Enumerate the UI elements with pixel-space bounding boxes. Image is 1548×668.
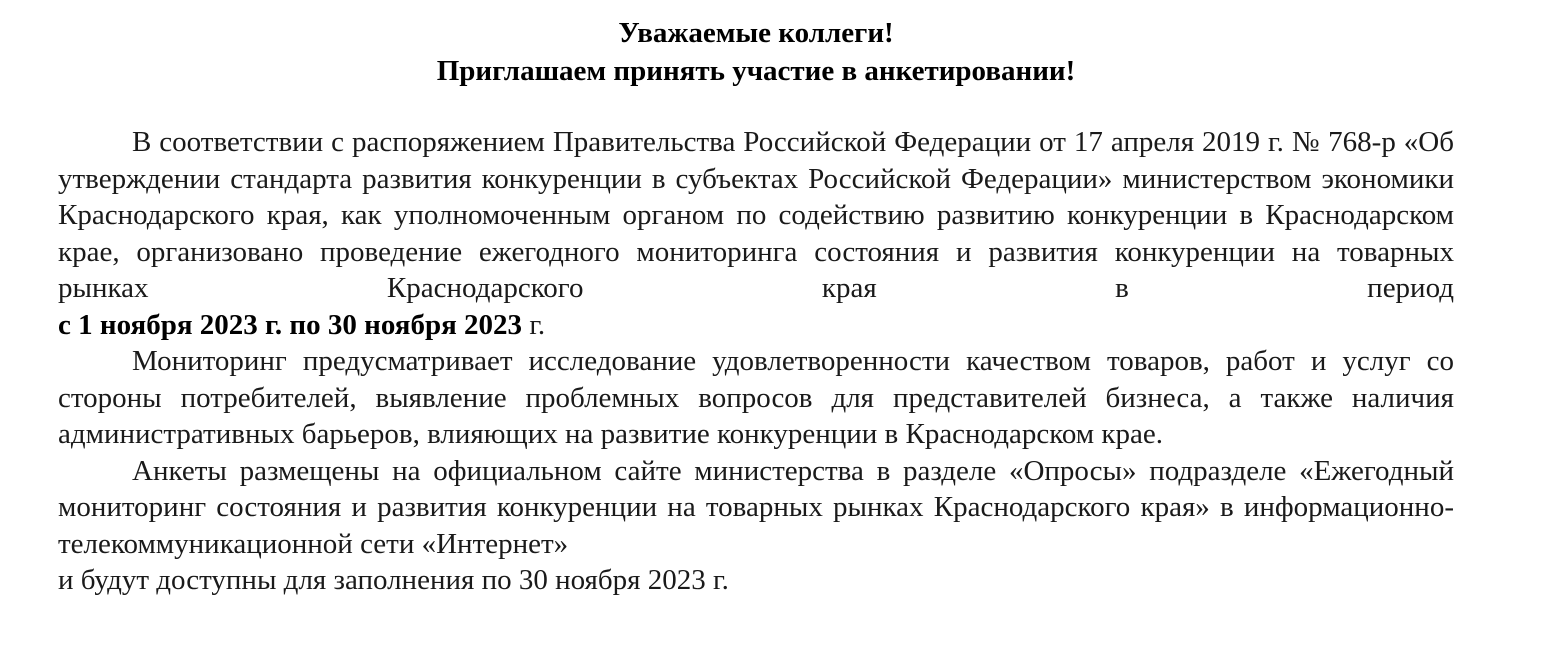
paragraph-survey-location-text: Анкеты размещены на официальном сайте министерства в разделе «Опросы» подразделе «Ежегодный мониторинг состояния и развития конкуренции на товарных рынках Краснодарского края» в информационно-телекоммуникационной сети «Интернет» bbox=[58, 454, 1454, 560]
document-body bbox=[58, 124, 1454, 599]
document bbox=[58, 14, 1454, 599]
greeting-heading: Уважаемые коллеги! bbox=[618, 17, 894, 49]
closing-line: и будут доступны для заполнения по 30 ноября 2023 г. bbox=[58, 564, 729, 596]
invitation-heading: Приглашаем принять участие в анкетировании! bbox=[436, 55, 1076, 87]
paragraph-monitoring-basis-text: В соответствии с распоряжением Правительства Российской Федерации от 17 апреля 2019 г. № 768-р «Об утверждении стандарта развития конкуренции в субъектах Российской Федерации» министерством экономики Краснодарского края, как уполномоченным органом по содействию развитию конкуренции в Краснодарском крае, организовано проведение ежегодного мониторинга состояния и развития конкуренции на товарных рынках Краснодарского края в период bbox=[58, 126, 1454, 304]
monitoring-period-tail: г. bbox=[522, 308, 546, 341]
paragraph-survey-location bbox=[58, 453, 1454, 563]
paragraph-monitoring-basis bbox=[58, 124, 1454, 343]
monitoring-period: с 1 ноября 2023 г. по 30 ноября 2023 bbox=[58, 308, 523, 341]
paragraph-monitoring-scope: Мониторинг предусматривает исследование удовлетворенности качеством товаров, работ и услуг со стороны потребителей, выявление проблемных вопросов для представителей бизнеса, а также наличия административных барьеров, влияющих на развитие конкуренции в Краснодарском крае. bbox=[58, 345, 1454, 450]
